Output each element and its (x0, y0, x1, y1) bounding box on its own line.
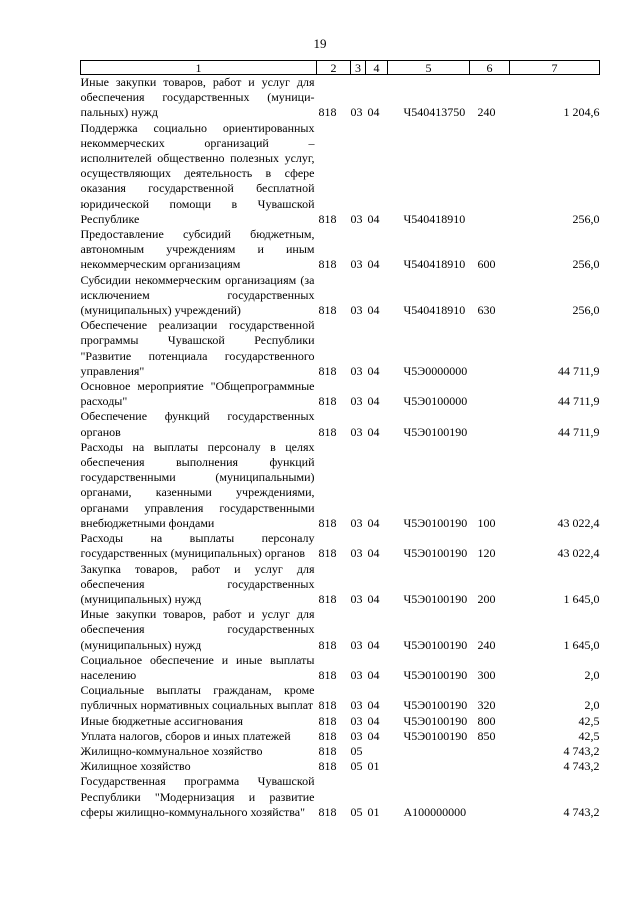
item-name: Государственная программа Чувашской Республики "Модернизация и развитие сферы жилищно-коммунального хозяйства" (80, 774, 315, 819)
header-col-2: 2 (317, 61, 351, 75)
department-code: 818 (318, 698, 337, 713)
header-col-1: 1 (81, 61, 317, 75)
target-article-code: Ч5Э0100190 (403, 637, 468, 652)
target-article-code: Ч540418910 (403, 257, 466, 272)
table-row (81, 121, 600, 227)
expense-type-code (470, 318, 510, 379)
target-article-code: Ч5Э0100190 (403, 667, 468, 682)
amount: 42,5 (578, 713, 600, 728)
department-code: 818 (318, 105, 337, 120)
target-article-code: Ч540418910 (403, 303, 466, 318)
section-code: 03 (350, 667, 363, 682)
subsection-code: 04 (367, 546, 380, 561)
section-code: 03 (350, 713, 363, 728)
target-article-code: Ч5Э0100190 (403, 591, 468, 606)
department-code: 818 (318, 728, 337, 743)
target-article-code: Ч540413750 (403, 105, 466, 120)
expense-type-code: 100 (477, 515, 496, 530)
expense-type-code (470, 744, 510, 759)
expense-type-code (470, 121, 510, 227)
table-row (81, 759, 600, 774)
amount: 42,5 (578, 728, 600, 743)
section-code: 03 (350, 637, 363, 652)
item-name: Обеспечение реализации государственной программы Чувашской Республики "Развитие потенциала государственного управления" (80, 318, 315, 378)
section-code: 03 (350, 211, 363, 226)
department-code: 818 (318, 591, 337, 606)
item-name: Предоставление субсидий бюджетным, автономным учреждениям и иным некоммерческим организациям (80, 227, 315, 272)
table-row (81, 227, 600, 273)
expense-type-code: 300 (477, 667, 496, 682)
item-name: Поддержка социально ориентированных некоммерческих организаций – исполнителей общественно полезных услуг, осуществляющих деятельность в сфере оказания государственной бесплатной юридической помощи в Чувашской Республике (80, 120, 315, 226)
section-code: 03 (350, 698, 363, 713)
subsection-code: 04 (367, 211, 380, 226)
department-code: 818 (318, 424, 337, 439)
amount: 4 743,2 (563, 759, 600, 774)
department-code: 818 (318, 804, 337, 819)
table-row (81, 683, 600, 713)
target-article-code: Ч540418910 (403, 211, 466, 226)
subsection-code: 04 (367, 637, 380, 652)
table-row (81, 409, 600, 439)
item-name: Основное мероприятие "Общепрограммные расходы" (80, 379, 315, 409)
item-name: Уплата налогов, сборов и иных платежей (80, 728, 291, 743)
amount: 44 711,9 (557, 394, 600, 409)
department-code: 818 (318, 759, 337, 774)
department-code: 818 (318, 667, 337, 682)
amount: 2,0 (584, 667, 600, 682)
expense-type-code: 320 (477, 698, 496, 713)
expense-type-code: 800 (477, 713, 496, 728)
subsection-code: 04 (367, 591, 380, 606)
amount: 44 711,9 (557, 424, 600, 439)
expense-type-code (470, 759, 510, 774)
department-code: 818 (318, 515, 337, 530)
expense-type-code (470, 409, 510, 439)
section-code: 03 (350, 424, 363, 439)
amount: 44 711,9 (557, 363, 600, 378)
table-row (81, 440, 600, 531)
header-row (81, 61, 600, 75)
subsection-code: 04 (367, 667, 380, 682)
amount: 256,0 (572, 303, 600, 318)
item-name: Иные закупки товаров, работ и услуг для обеспечения государственных (муниципальных) нужд (80, 607, 315, 652)
table-row (81, 379, 600, 409)
section-code: 03 (350, 515, 363, 530)
item-name: Социальное обеспечение и иные выплаты населению (80, 652, 315, 682)
department-code: 818 (318, 546, 337, 561)
table-row (81, 744, 600, 759)
target-article-code: Ч5Э0100190 (403, 515, 468, 530)
table-row (81, 729, 600, 744)
table-row (81, 653, 600, 683)
amount: 1 204,6 (563, 105, 600, 120)
subsection-code: 04 (367, 363, 380, 378)
item-name: Иные бюджетные ассигнования (80, 713, 243, 728)
section-code: 03 (350, 257, 363, 272)
table-row (81, 273, 600, 319)
header-col-5: 5 (388, 61, 470, 75)
subsection-code: 01 (367, 804, 380, 819)
department-code: 818 (318, 637, 337, 652)
expense-type-code (470, 379, 510, 409)
subsection-code: 04 (367, 713, 380, 728)
department-code: 818 (318, 394, 337, 409)
item-name: Жилищное хозяйство (80, 759, 191, 774)
header-col-7: 7 (510, 61, 600, 75)
subsection-code: 04 (367, 303, 380, 318)
subsection-code: 04 (367, 698, 380, 713)
expense-type-code: 600 (477, 257, 496, 272)
target-article-code: Ч5Э0100190 (403, 424, 468, 439)
target-article-code (388, 759, 470, 774)
table-row (81, 75, 600, 121)
department-code: 818 (318, 363, 337, 378)
target-article-code (388, 744, 470, 759)
section-code: 05 (350, 759, 363, 774)
header-col-4: 4 (366, 61, 388, 75)
section-code: 03 (350, 394, 363, 409)
department-code: 818 (318, 713, 337, 728)
expense-type-code: 240 (477, 105, 496, 120)
section-code: 03 (350, 546, 363, 561)
target-article-code: Ч5Э0000000 (403, 363, 468, 378)
table-row (81, 318, 600, 379)
amount: 1 645,0 (563, 591, 600, 606)
section-code: 03 (350, 105, 363, 120)
target-article-code: Ч5Э0100190 (403, 546, 468, 561)
item-name: Расходы на выплаты персоналу в целях обеспечения выполнения функций государственными (муниципальными) органами, казенными учреждениями, органами управления государственными внебюджетными фондами (80, 439, 315, 530)
subsection-code: 04 (367, 257, 380, 272)
target-article-code: Ч5Э0100190 (403, 713, 468, 728)
item-name: Жилищно-коммунальное хозяйство (80, 743, 263, 758)
department-code: 818 (318, 303, 337, 318)
subsection-code: 04 (367, 515, 380, 530)
page-number: 19 (313, 36, 327, 51)
item-name: Закупка товаров, работ и услуг для обеспечения государственных (муниципальных) нужд (80, 561, 315, 606)
table-row (81, 607, 600, 653)
table-row (81, 562, 600, 608)
item-name: Расходы на выплаты персоналу государственных (муниципальных) органов (80, 531, 315, 561)
header-col-6: 6 (470, 61, 510, 75)
table-row (81, 774, 600, 820)
amount: 43 022,4 (557, 515, 600, 530)
budget-table (80, 60, 600, 820)
section-code: 03 (350, 591, 363, 606)
expense-type-code: 240 (477, 637, 496, 652)
amount: 256,0 (572, 211, 600, 226)
item-name: Иные закупки товаров, работ и услуг для обеспечения государственных (муници-пальных) нужд (80, 75, 315, 120)
subsection-code: 04 (367, 394, 380, 409)
expense-type-code: 120 (477, 546, 496, 561)
amount: 4 743,2 (563, 804, 600, 819)
section-code: 03 (350, 363, 363, 378)
header-col-3: 3 (351, 61, 366, 75)
amount: 4 743,2 (563, 743, 600, 758)
target-article-code: А100000000 (403, 804, 467, 819)
item-name: Субсидии некоммерческим организациям (за исключением государственных (муниципальных) учреждений) (80, 272, 315, 318)
expense-type-code: 630 (477, 303, 496, 318)
amount: 1 645,0 (563, 637, 600, 652)
section-code: 03 (350, 728, 363, 743)
section-code: 05 (350, 743, 363, 758)
section-code: 05 (350, 804, 363, 819)
table-row (81, 714, 600, 729)
target-article-code: Ч5Э0100190 (403, 698, 468, 713)
amount: 2,0 (584, 698, 600, 713)
target-article-code: Ч5Э0100000 (403, 394, 468, 409)
amount: 43 022,4 (557, 546, 600, 561)
amount: 256,0 (572, 257, 600, 272)
table-row (81, 531, 600, 561)
expense-type-code: 850 (477, 728, 496, 743)
subsection-code: 01 (367, 759, 380, 774)
item-name: Обеспечение функций государственных органов (80, 409, 315, 439)
expense-type-code: 200 (477, 591, 496, 606)
section-code: 03 (350, 303, 363, 318)
department-code: 818 (318, 211, 337, 226)
expense-type-code (470, 774, 510, 820)
target-article-code: Ч5Э0100190 (403, 728, 468, 743)
subsection-code: 04 (367, 728, 380, 743)
department-code: 818 (318, 257, 337, 272)
subsection-code (366, 744, 388, 759)
department-code: 818 (318, 743, 337, 758)
subsection-code: 04 (367, 105, 380, 120)
subsection-code: 04 (367, 424, 380, 439)
item-name: Социальные выплаты гражданам, кроме публичных нормативных социальных выплат (80, 683, 315, 713)
